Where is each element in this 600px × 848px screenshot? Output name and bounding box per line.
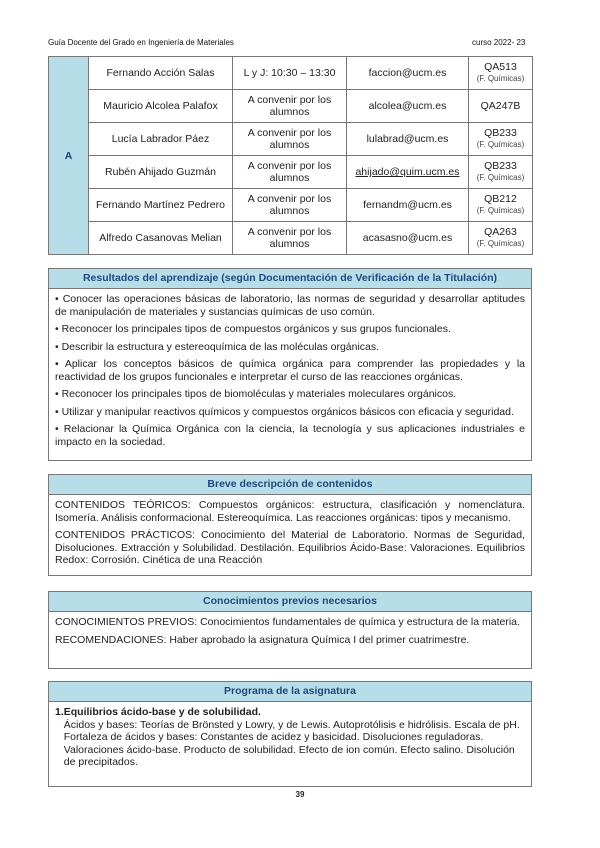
page-number: 39 xyxy=(295,790,305,799)
paragraph: • Reconocer los principales tipos de biomoléculas y materiales moleculares orgánicos. xyxy=(55,388,457,400)
item-title: Equilibrios ácido-base y de solubilidad. xyxy=(63,706,261,718)
professor-name: Lucía Labrador Páez xyxy=(89,123,233,156)
contents-section xyxy=(48,474,532,576)
item-text: Ácidos y bases: Teorías de Brönsted y Lowry, y de Lewis. Autoprotólisis e hidrólisis. Escala de pH. Fortaleza de ácidos y bases: Constantes de acidez y basicidad. Disoluciones reguladoras. Valoraciones ácido-base. Producto de solubilidad. Efecto de ion común. Efecto salino. Disolución de precipitados. xyxy=(63,718,520,768)
professor-name: Fernando Martínez Pedrero xyxy=(89,189,233,222)
room-code: QB212 xyxy=(484,193,517,205)
table-row xyxy=(49,123,533,156)
paragraph: CONOCIMIENTOS PREVIOS: Conocimientos fundamentales de química y estructura de la materia. xyxy=(55,616,520,628)
room-cell xyxy=(469,222,533,255)
paragraph: • Describir la estructura y estereoquímica de las moléculas orgánicas. xyxy=(55,340,380,353)
room-code: QB233 xyxy=(484,160,517,172)
table-row xyxy=(49,156,533,189)
room-code: QA513 xyxy=(484,61,517,73)
professor-name: Mauricio Alcolea Palafox xyxy=(89,90,233,123)
email-link[interactable]: alcolea@ucm.es xyxy=(368,100,447,112)
office-hours: A convenir por los alumnos xyxy=(233,123,347,156)
building-label: (F. Químicas) xyxy=(476,206,525,215)
paragraph: CONTENIDOS TEÓRICOS: Compuestos orgánicos: estructura, clasificación y nomenclatura. Isomería. Análisis conformacional. Estereoquímica. Las reacciones orgánicas: tipos y mecanismo. xyxy=(55,499,525,524)
table-row xyxy=(49,57,533,90)
table-row xyxy=(49,90,533,123)
paragraph: CONTENIDOS PRÁCTICOS: Conocimiento del Material de Laboratorio. Normas de Seguridad, Disoluciones. Extracción y Solubilidad. Destilación. Equilibrios Ácido-Base: Valoraciones. Equilibrios Redox: Corrosión. Cinética de una Reacción xyxy=(55,529,525,566)
professor-name: Fernando Acción Salas xyxy=(89,57,233,90)
paragraph: RECOMENDACIONES: Haber aprobado la asignatura Química I del primer cuatrimestre. xyxy=(55,633,470,646)
prior-knowledge-section xyxy=(48,591,532,669)
table-row xyxy=(49,222,533,255)
paragraph: • Reconocer los principales tipos de compuestos orgánicos y sus grupos funcionales. xyxy=(55,323,451,335)
item-number: 1. xyxy=(55,706,64,718)
header-course: curso 2022- 23 xyxy=(472,38,526,47)
office-hours: A convenir por los alumnos xyxy=(233,222,347,255)
paragraph: • Aplicar los conceptos básicos de química orgánica para comprender las propiedades y la reactividad de los grupos funcionales e interpretar el curso de las reacciones orgánicas. xyxy=(55,358,525,383)
office-hours: A convenir por los alumnos xyxy=(233,189,347,222)
section-title: Programa de la asignatura xyxy=(49,682,531,702)
email-cell xyxy=(347,123,469,156)
group-cell: A xyxy=(49,57,89,255)
room-cell xyxy=(469,90,533,123)
office-hours: L y J: 10:30 – 13:30 xyxy=(233,57,347,90)
email-link[interactable]: lulabrad@ucm.es xyxy=(366,133,449,145)
learning-outcomes-section xyxy=(48,268,532,461)
professor-name: Rubén Ahijado Guzmán xyxy=(89,156,233,189)
syllabus-section xyxy=(48,681,532,787)
email-link[interactable]: ahijado@quim.ucm.es xyxy=(355,166,460,178)
room-code: QA263 xyxy=(484,226,517,238)
email-link[interactable]: acasasno@ucm.es xyxy=(362,232,453,244)
section-title: Conocimientos previos necesarios xyxy=(49,592,531,612)
building-label: (F. Químicas) xyxy=(476,140,525,149)
email-link[interactable]: fernandm@ucm.es xyxy=(363,199,452,211)
office-hours: A convenir por los alumnos xyxy=(233,156,347,189)
building-label: (F. Químicas) xyxy=(476,173,525,182)
paragraph: • Conocer las operaciones básicas de laboratorio, las normas de seguridad y desarrollar aptitudes de manipulación de materiales y sustancias químicas de uso común. xyxy=(55,293,525,318)
professors-table xyxy=(48,56,533,255)
building-label: (F. Químicas) xyxy=(476,74,525,83)
email-cell xyxy=(347,156,469,189)
office-hours: A convenir por los alumnos xyxy=(233,90,347,123)
header-title: Guía Docente del Grado en Ingeniería de Materiales xyxy=(48,38,234,47)
room-cell xyxy=(469,57,533,90)
paragraph: • Utilizar y manipular reactivos químicos y compuestos orgánicos básicos con eficacia y seguridad. xyxy=(55,405,514,418)
room-cell xyxy=(469,156,533,189)
room-cell xyxy=(469,189,533,222)
room-code: QB233 xyxy=(484,127,517,139)
section-title: Resultados del aprendizaje (según Documentación de Verificación de la Titulación) xyxy=(49,269,531,289)
section-title: Breve descripción de contenidos xyxy=(49,475,531,495)
email-cell xyxy=(347,222,469,255)
item-content xyxy=(64,706,525,769)
email-cell xyxy=(347,189,469,222)
room-code: QA247B xyxy=(480,100,521,112)
table-row xyxy=(49,189,533,222)
room-cell xyxy=(469,123,533,156)
building-label: (F. Químicas) xyxy=(476,239,525,248)
email-cell xyxy=(347,57,469,90)
email-link[interactable]: faccion@ucm.es xyxy=(368,67,447,79)
syllabus-item xyxy=(55,706,525,769)
professor-name: Alfredo Casanovas Melian xyxy=(89,222,233,255)
paragraph: • Relacionar la Química Orgánica con la ciencia, la tecnología y sus aplicaciones industriales e impacto en la sociedad. xyxy=(55,423,525,448)
email-cell xyxy=(347,90,469,123)
